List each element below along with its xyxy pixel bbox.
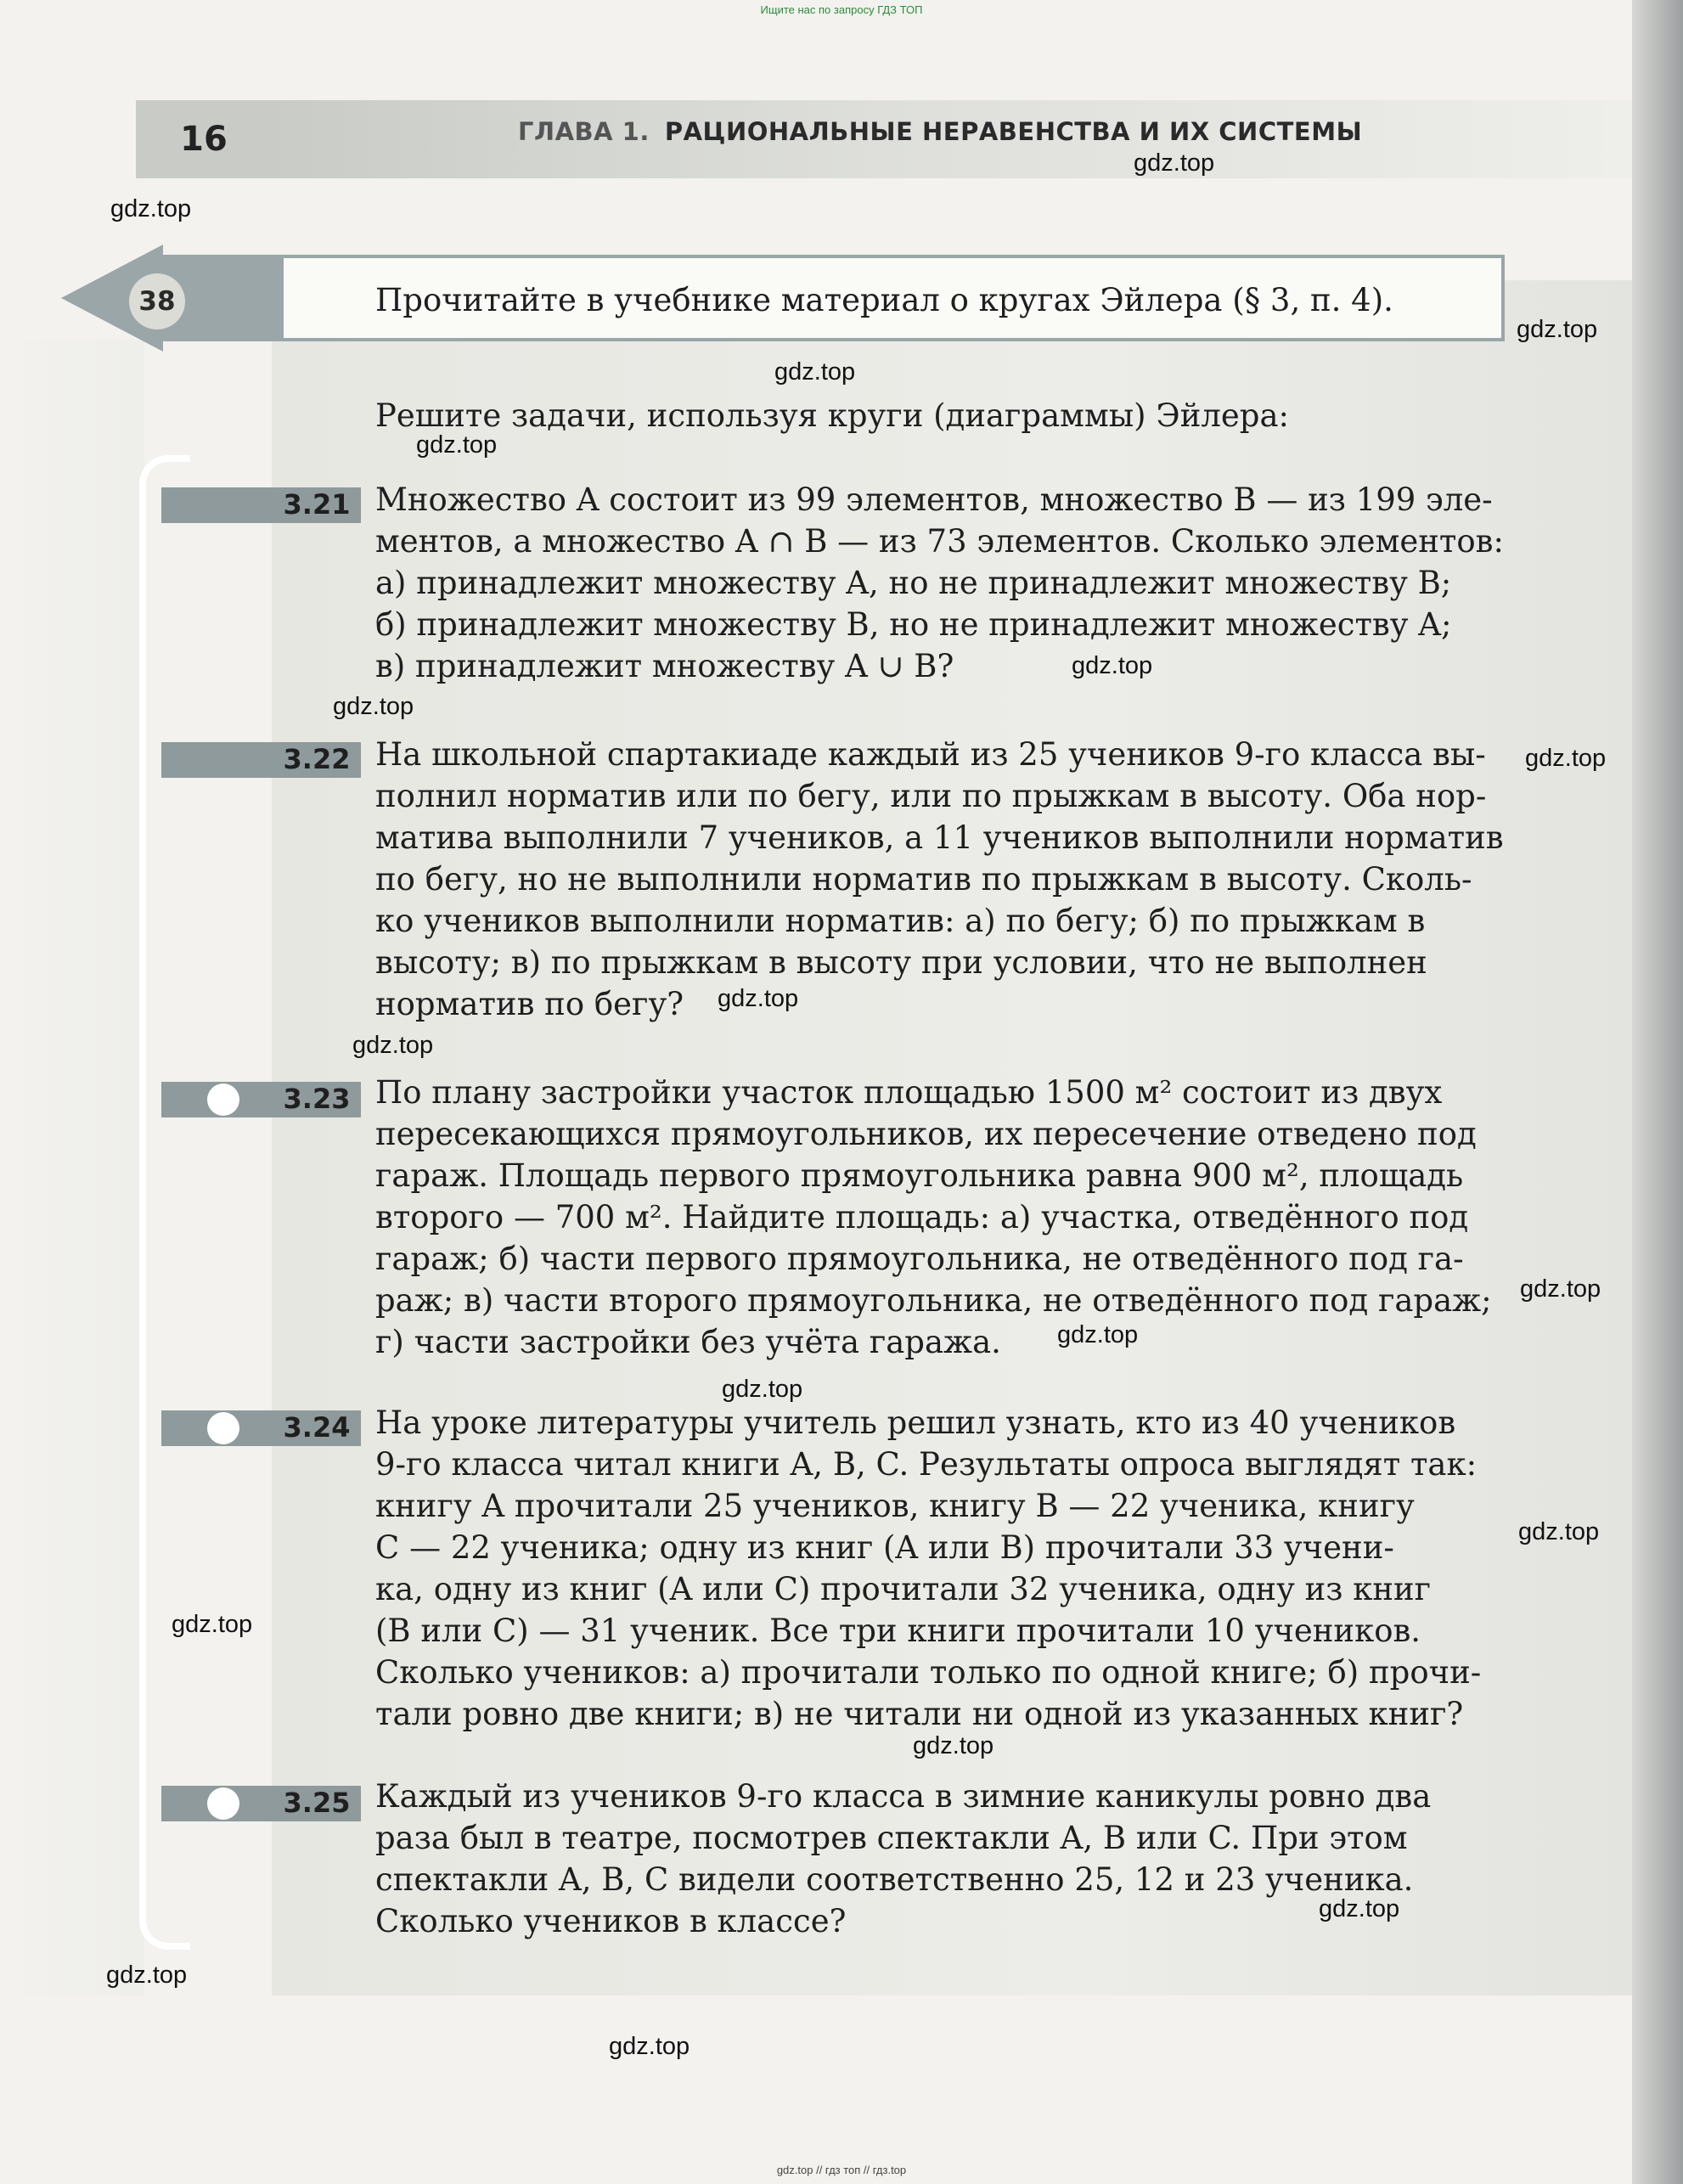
task-line: высоту; в) по прыжкам в высоту при условии, что не выполнен [375, 944, 1427, 981]
task-line: г) части застройки без учёта гаража. [375, 1324, 1001, 1360]
task-line: Сколько учеников: а) прочитали только по одной книге; б) прочи- [375, 1654, 1482, 1691]
task-line: C — 22 ученика; одну из книг (A или B) прочитали 33 учени- [375, 1529, 1394, 1566]
chapter-label: ГЛАВА 1. [518, 117, 650, 146]
task-line: раж; в) части второго прямоугольника, не отведённого под гараж; [375, 1282, 1492, 1319]
watermark: gdz.top [1518, 1518, 1600, 1545]
task-line: пересекающихся прямоугольников, их пересечение отведено под [375, 1116, 1477, 1152]
task-line: в) принадлежит множеству A ∪ B? [375, 648, 954, 684]
page-edge [1632, 0, 1683, 2184]
watermark: gdz.top [333, 693, 414, 720]
task-line: книгу A прочитали 25 учеников, книгу B — 22 ученика, книгу [375, 1488, 1415, 1524]
task-line: Множество A состоит из 99 элементов, множество B — из 199 эле- [375, 481, 1493, 518]
task-line: а) принадлежит множеству A, но не принадлежит множеству B; [375, 565, 1452, 601]
info-text: Прочитайте в учебнике материал о кругах Эйлера (§ 3, п. 4). [375, 282, 1393, 318]
watermark: gdz.top [718, 985, 799, 1012]
task-line: По плану застройки участок площадью 1500 м² состоит из двух [375, 1074, 1443, 1111]
task-line: раза был в театре, посмотрев спектакли A, B или C. При этом [375, 1820, 1408, 1856]
task-bracket [139, 455, 190, 1950]
top-note: Ищите нас по запросу ГДЗ ТОП [760, 3, 923, 16]
task-number: 3.22 [283, 743, 351, 775]
info-badge: 38 [129, 273, 185, 329]
watermark: gdz.top [609, 2033, 690, 2060]
task-line: Каждый из учеников 9-го класса в зимние каникулы ровно два [375, 1778, 1432, 1815]
task-line: (B или C) — 31 ученик. Все три книги прочитали 10 учеников. [375, 1613, 1421, 1649]
watermark: gdz.top [774, 358, 856, 386]
watermark: gdz.top [110, 195, 192, 222]
watermark: gdz.top [352, 1032, 434, 1059]
task-line: ментов, а множество A ∩ B — из 73 элементов. Сколько элементов: [375, 523, 1504, 560]
chapter-name: РАЦИОНАЛЬНЫЕ НЕРАВЕНСТВА И ИХ СИСТЕМЫ [664, 117, 1363, 146]
task-line: На школьной спартакиаде каждый из 25 учеников 9-го класса вы- [375, 736, 1486, 773]
task-line: б) принадлежит множеству B, но не принадлежит множеству A; [375, 606, 1452, 643]
task-line: матива выполнили 7 учеников, а 11 учеников выполнили норматив [375, 819, 1504, 856]
task-line: На уроке литературы учитель решил узнать, кто из 40 учеников [375, 1404, 1456, 1441]
left-margin-shade [0, 340, 144, 1995]
task-line: 9-го класса читал книги A, B, C. Результаты опроса выглядят так: [375, 1446, 1478, 1483]
watermark: gdz.top [1520, 1275, 1601, 1303]
watermark: gdz.top [1525, 745, 1607, 772]
task-line: норматив по бегу? [375, 986, 684, 1022]
watermark: gdz.top [172, 1611, 253, 1638]
watermark: gdz.top [416, 431, 498, 459]
watermark: gdz.top [1072, 652, 1153, 679]
watermark: gdz.top [1057, 1321, 1139, 1348]
difficulty-dot-icon [207, 1084, 239, 1116]
task-number: 3.21 [283, 488, 351, 521]
chapter-title [518, 117, 1362, 146]
task-number: 3.23 [283, 1083, 351, 1115]
task-text [375, 734, 1506, 1025]
watermark: gdz.top [106, 1962, 188, 1989]
page-number: 16 [136, 100, 272, 178]
task-line: ка, одну из книг (A или C) прочитали 32 ученика, одну из книг [375, 1571, 1432, 1607]
task-number: 3.24 [283, 1411, 351, 1444]
difficulty-dot-icon [207, 1787, 239, 1820]
intro-text: Решите задачи, используя круги (диаграммы) Эйлера: [375, 397, 1289, 434]
task-text [375, 1072, 1506, 1363]
task-line: Сколько учеников в классе? [375, 1903, 847, 1939]
task-line: полнил норматив или по бегу, или по прыжкам в высоту. Оба нор- [375, 778, 1487, 814]
task-line: гараж; б) части первого прямоугольника, не отведённого под га- [375, 1241, 1464, 1277]
task-line: второго — 700 м². Найдите площадь: а) участка, отведённого под [375, 1199, 1469, 1236]
task-line: спектакли A, B, C видели соответственно 25, 12 и 23 ученика. [375, 1861, 1414, 1898]
task-line: тали ровно две книги; в) не читали ни одной из указанных книг? [375, 1696, 1464, 1732]
task-text [375, 1402, 1506, 1735]
task-number: 3.25 [283, 1787, 351, 1819]
difficulty-dot-icon [207, 1412, 239, 1444]
task-line: по бегу, но не выполнили норматив по прыжкам в высоту. Сколь- [375, 861, 1472, 898]
watermark: gdz.top [1319, 1895, 1400, 1922]
task-line: гараж. Площадь первого прямоугольника равна 900 м², площадь [375, 1157, 1464, 1194]
task-text [375, 479, 1506, 687]
bottom-note: gdz.top // гдз топ // гдз.top [776, 2164, 907, 2176]
watermark: gdz.top [722, 1376, 803, 1403]
watermark: gdz.top [1134, 149, 1215, 177]
watermark: gdz.top [913, 1732, 994, 1759]
task-line: ко учеников выполнили норматив: а) по бегу; б) по прыжкам в [375, 903, 1426, 939]
watermark: gdz.top [1517, 316, 1598, 343]
